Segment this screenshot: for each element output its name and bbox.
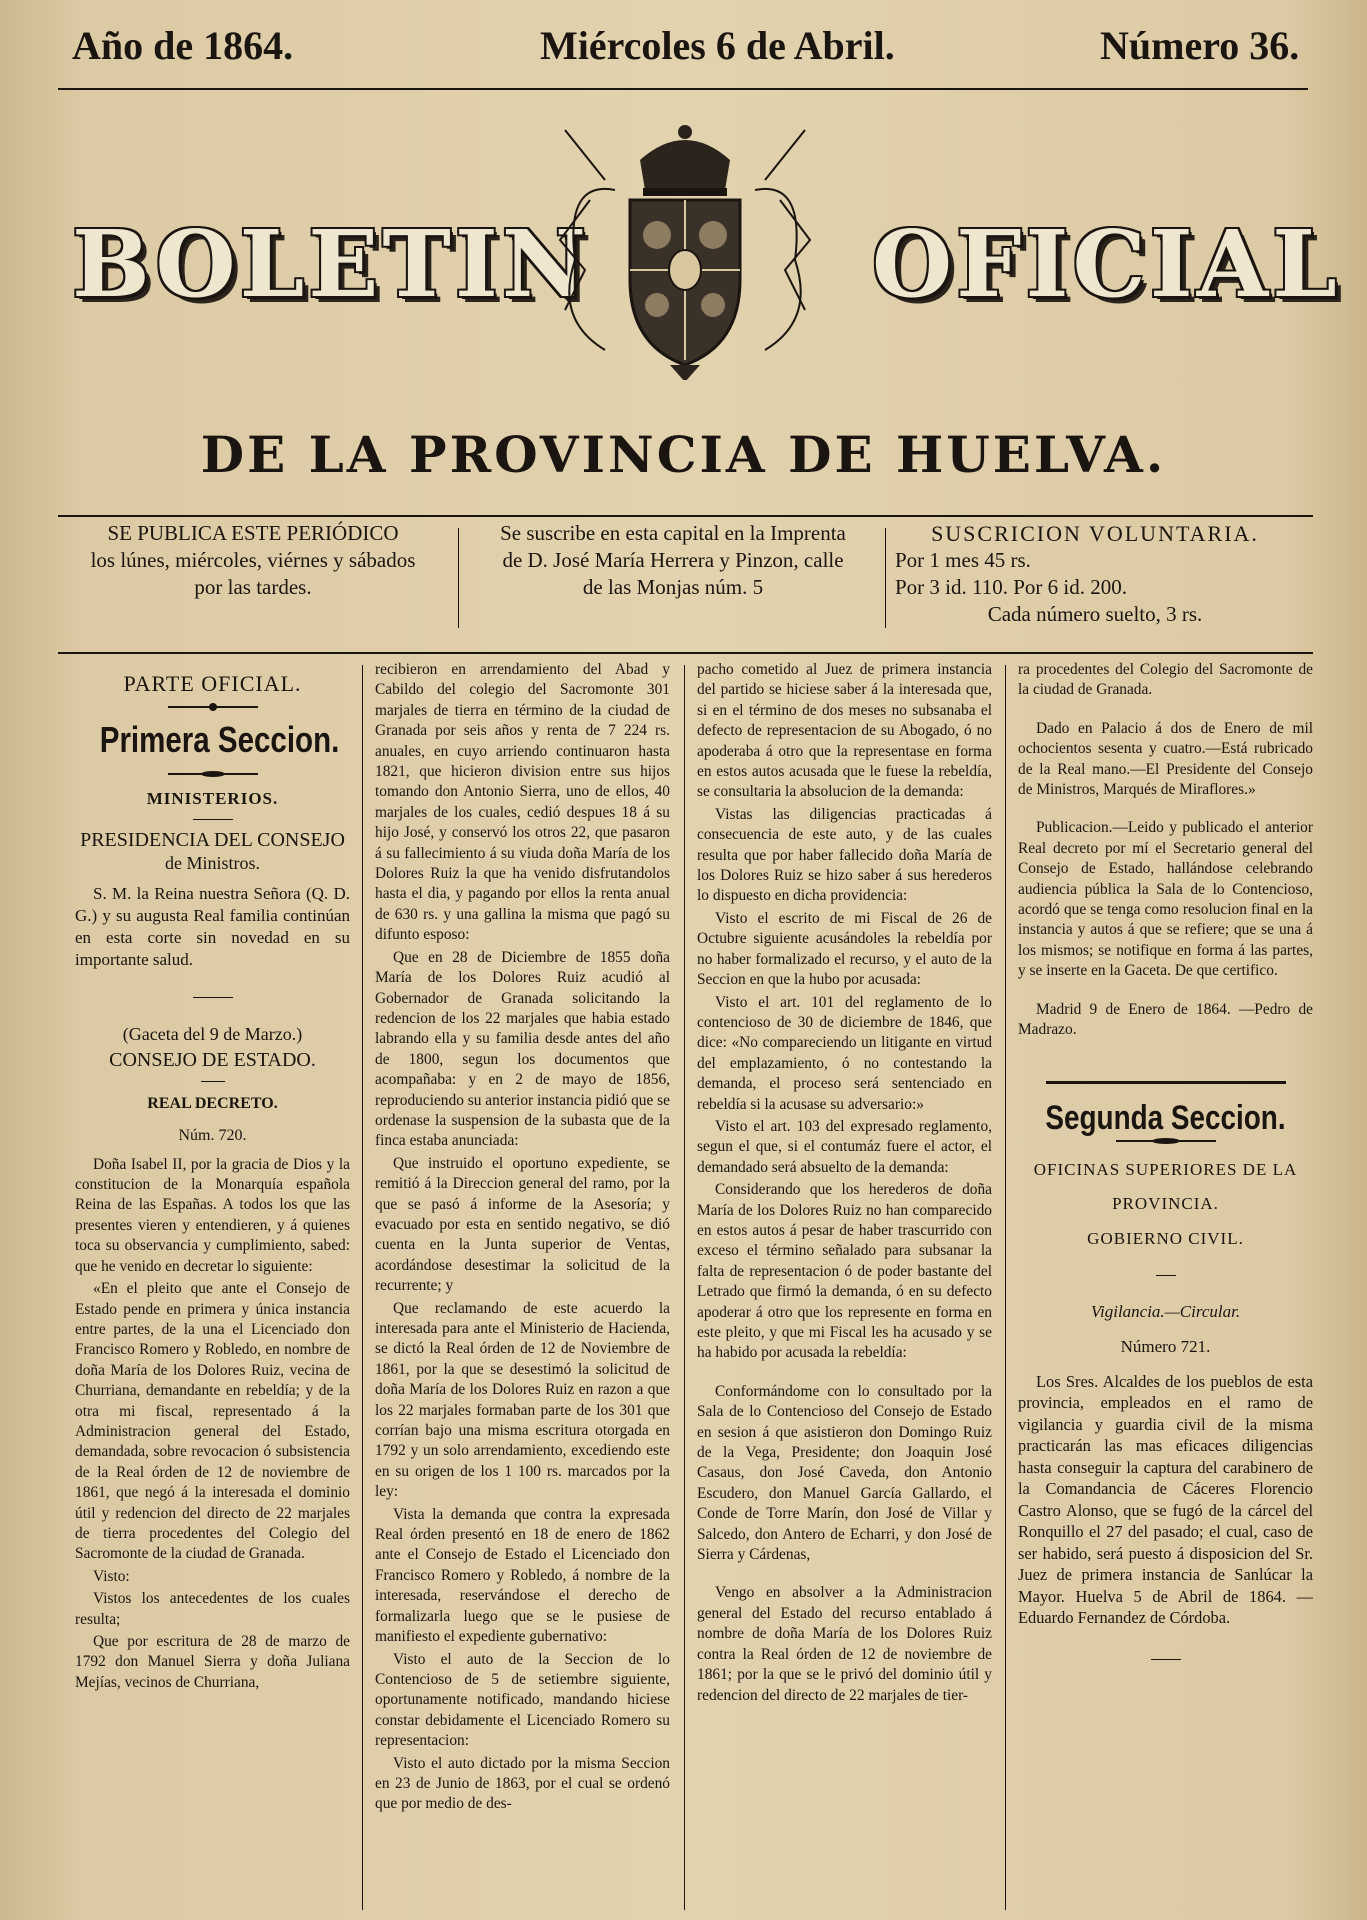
circular-number: Número 721. xyxy=(1120,1336,1211,1356)
subscription-location xyxy=(468,520,878,640)
column-2 xyxy=(375,660,670,1910)
column-3 xyxy=(697,660,992,1910)
section-title-segunda: Segunda Seccion. xyxy=(1045,1098,1286,1137)
publication-line: SE PUBLICA ESTE PERIÓDICO xyxy=(107,521,399,545)
paragraph: Conformándome con lo consultado por la Sala de lo Contencioso del Consejo de Estado en sesion á que asistieron don Domingo Ruiz de la Vega, Presidente; don Joaquin José Casaus, don José Caveda, don Antonio Escudero, don Manuel García Gallardo, el Conde de Torre Marín, don José de Villar y Salcedo, don Antero de Echarri, y don José de Sierra y Cárdenas, xyxy=(697,1382,992,1564)
paragraph: Publicacion.—Leido y publicado el anterior Real decreto por mí el Secretario general del Consejo de Estado, hallándose celebrando audiencia pública la Sala de lo Contencioso, acordó que se tenga como resolucion final en la instancia y autos á que se refiere; que se una á los mismos; se notifique en forma á las partes, y se inserte en la Gaceta. De que certifico. xyxy=(1018,819,1313,980)
subscription-prices xyxy=(895,520,1295,640)
issue-date: Miércoles 6 de Abril. xyxy=(540,23,895,68)
price-line: Cada número suelto, 3 rs. xyxy=(987,602,1203,626)
masthead-subtitle: DE LA PROVINCIA DE HUELVA. xyxy=(200,425,1167,484)
subscription-line: de D. José María Herrera y Pinzon, calle xyxy=(502,548,844,572)
heading-ministerios: MINISTERIOS. xyxy=(146,788,279,808)
heading-gobierno: GOBIERNO CIVIL. xyxy=(1087,1228,1244,1248)
paragraph: pacho cometido al Juez de primera instancia del partido se hiciese saber á la interesada que, si en el término de dos meses no subsanaba el defecto de representacion de su Abogado, ó no apoderaba á otro que la representase en forma en estos autos acusada que le fuese la rebeldía, se consultaria la absolucion de la demanda: xyxy=(697,661,992,801)
circular-heading: Vigilancia.—Circular. xyxy=(1090,1302,1241,1322)
section-title-primera: Primera Seccion. xyxy=(99,719,340,761)
paragraph: Vistas las diligencias practicadas á consecuencia de este auto, y de las cuales resulta que por haber fallecido doña María de los Dolores Ruiz se hizo saber á sus herederos lo dispuesto en dicha providencia: xyxy=(697,805,992,905)
paragraph: Visto el escrito de mi Fiscal de 26 de Octubre siguiente acusándoles la rebeldía por no haber formalizado el recurso, y el auto de la Seccion en que la hubo por acusada: xyxy=(697,909,992,989)
heading-presidencia: PRESIDENCIA DEL CONSEJO xyxy=(80,829,345,852)
paragraph: Visto el auto dictado por la misma Seccion en 23 de Junio de 1863, por el cual se ordenó que por medio de des- xyxy=(375,1754,670,1813)
subscription-line: de las Monjas núm. 5 xyxy=(582,575,764,599)
header-rule xyxy=(58,88,1308,90)
paragraph: Que en 28 de Diciembre de 1855 doña María de los Dolores Ruiz acudió al Gobernador de Granada solicitando la redencion de los 22 marjales que habia estado labrando ella y su familia desde antes del año de 1800, segun los documentos que acompañaba: y en 2 de mayo de 1856, reproduciendo su anterior instancia pidió que se ordenase la suspension de la subasta que de la finca estaba anunciada: xyxy=(375,948,670,1150)
paragraph: «En el pleito que ante el Consejo de Estado pende en primera y única instancia entre partes, de la una el Licenciado don Francisco Romero y Robledo, en nombre de doña María de los Dolores Ruiz, vecina de Churriana, demandante en rebeldía; y de la otra mi fiscal, representado á la Administracion general del Estado, demandada, sobre revocacion ó subsistencia de la Real órden de 12 de noviembre de 1861, que negó á la interesada el dominio útil y redencion del directo de 22 marjales de tierra procedentes del Colegio del Sacromonte de la ciudad de Granada. xyxy=(75,1280,350,1563)
issue-year: Año de 1864. xyxy=(72,23,294,68)
column-divider xyxy=(362,665,363,1910)
heading-provincia: PROVINCIA. xyxy=(1112,1194,1219,1214)
paragraph: Visto el auto de la Seccion de lo Contencioso de 5 de setiembre siguiente, oportunamente notificado, mandando hiciese constar debidamente el Licenciado Romero su representacion: xyxy=(375,1650,670,1750)
short-rule xyxy=(193,819,233,820)
heading-ministros: de Ministros. xyxy=(164,852,260,873)
source-note: (Gaceta del 9 de Marzo.) xyxy=(122,1024,303,1045)
paragraph: Visto: xyxy=(93,1567,130,1585)
publication-schedule xyxy=(58,520,448,640)
paragraph: Considerando que los herederos de doña María de los Dolores Ruiz no han comparecido en estos autos á pesar de haber trascurrido con exceso el término señalado para subsanar la falta de representacion ó de poder bastante del Letrado que firmó la demanda, ó en su defecto apoderar á otro que los represente en forma en este pleito, y que mi Fiscal les ha acusado y se ha habido por acusada la rebeldía: xyxy=(697,1181,992,1362)
masthead-word-boletin: BOLETIN xyxy=(72,210,591,318)
paragraph: Visto el art. 101 del reglamento de lo contencioso de 30 de diciembre de 1846, que dice: «No compareciendo un litigante en virtud del emplazamiento, ó no contestando la demanda, el proceso será sentenciado en rebeldía si la acusase su adversario:» xyxy=(697,993,992,1113)
paragraph: S. M. la Reina nuestra Señora (Q. D. G.) y su augusta Real familia continúan en esta corte sin novedad en su importante salud. xyxy=(75,884,350,970)
issue-number: Número 36. xyxy=(1100,23,1300,68)
masthead-word-oficial: OFICIAL xyxy=(872,210,1341,318)
heading-real-decreto: REAL DECRETO. xyxy=(147,1094,278,1112)
short-rule xyxy=(201,1081,225,1082)
paragraph: Visto el art. 103 del expresado reglamento, segun el que, si el contumáz fuere el actor, el demandado será absuelto de la demanda: xyxy=(697,1117,992,1176)
short-rule xyxy=(1151,1659,1181,1660)
ornament-divider-icon xyxy=(168,769,258,779)
column-divider xyxy=(684,665,685,1910)
royal-coat-of-arms-icon xyxy=(545,120,825,380)
short-rule xyxy=(1156,1275,1176,1276)
heading-consejo: CONSEJO DE ESTADO. xyxy=(109,1049,316,1072)
info-divider xyxy=(458,528,459,628)
paragraph: Que por escritura de 28 de marzo de 1792 don Manuel Sierra y doña Juliana Mejías, vecinos de Churriana, xyxy=(75,1633,350,1691)
paragraph: Dado en Palacio á dos de Enero de mil ochocientos sesenta y cuatro.—Está rubricado de la Real mano.—El Presidente del Consejo de Ministros, Marqués de Miraflores.» xyxy=(1018,719,1313,799)
paragraph: Que reclamando de este acuerdo la interesada para ante el Ministerio de Hacienda, se dictó la Real órden de 12 de Noviembre de 1861, por la que se desestimó la solicitud de doña María de los Dolores Ruiz en razon a que los 22 marjales formaban parte de los 301 que corrían bajo una misma escritura otorgada en 1792 y un solo arrendamiento, excediendo este en su origen de los 1 100 rs. marcados por la ley: xyxy=(375,1299,670,1501)
price-line: Por 1 mes 45 rs. xyxy=(895,548,1031,572)
paragraph: Vengo en absolver a la Administracion general del Estado del recurso entablado á nombre de doña María de los Dolores Ruiz contra la Real órden de 12 de noviembre de 1861; por la que se le privó del dominio útil y redencion del directo de 22 marjales de tier- xyxy=(697,1584,992,1704)
signature-line: Madrid 9 de Enero de 1864. —Pedro de Madrazo. xyxy=(1018,1000,1313,1039)
info-bottom-rule xyxy=(58,652,1313,654)
info-top-rule xyxy=(58,515,1313,517)
section-rule xyxy=(1046,1081,1286,1084)
paragraph: Los Sres. Alcaldes de los pueblos de esta provincia, empleados en el ramo de vigilancia y guardia civil de la misma practicarán las mas eficaces diligencias hasta conseguir la captura del carabinero de la Comandancia de Cáceres Florencio Castro Alonso, que se fugó de la cárcel del Ronquillo el 27 del pasado; el cual, caso de ser habido, será puesto á disposicion del Sr. Juez de primera instancia de Sanlúcar la Mayor. Huelva 5 de Abril de 1864. —Eduardo Fernandez de Córdoba. xyxy=(1018,1371,1313,1628)
paragraph: Doña Isabel II, por la gracia de Dios y la constitucion de la Monarquía española Reina de las Españas. A todos los que las presentes vieren y entendieren, y á quienes toca su observancia y cumplimiento, sabed: que he venido en decretar lo siguiente: xyxy=(75,1155,350,1275)
info-divider xyxy=(885,528,886,628)
subscription-title: SUSCRICION VOLUNTARIA. xyxy=(931,521,1259,546)
paragraph: Que instruido el oportuno expediente, se remitió á la Direccion general del ramo, por la que se pasó á informe de la Asesoría; y evacuado por esta en sentido negativo, se dió cuenta en la Junta superior de Ventas, acordándose desestimar la solicitud de la recurrente; y xyxy=(375,1154,670,1295)
issue-header xyxy=(60,18,1310,88)
column-divider xyxy=(1005,665,1006,1910)
short-rule xyxy=(193,997,233,998)
paragraph: recibieron en arrendamiento del Abad y Cabildo del colegio del Sacromonte 301 marjales de tierra en término de la ciudad de Granada por seis años y renta de 7 224 rs. anuales, en cuyo arriendo continuaron hasta 1821, que hicieron division entre sus hijos tomando don Antonio Sierra, uno de ellos, 40 marjales de los cuales, cedió despues 18 á su hijo José, y conservó los otros 22, que pasaron á su fallecimiento á su viuda doña María de los Dolores Ruiz la que ha venido disfrutandolos hasta el dia, y pagando por ellos la renta anual de 630 rs. y una gallina la misma que pagó su difunto esposo: xyxy=(375,661,670,944)
column-1 xyxy=(75,660,350,1910)
decree-number: Núm. 720. xyxy=(178,1127,247,1145)
ornament-divider-icon xyxy=(1116,1136,1216,1146)
publication-line: por las tardes. xyxy=(194,575,312,599)
publication-line: los lúnes, miércoles, viérnes y sábados xyxy=(90,548,416,572)
subscription-line: Se suscribe en esta capital en la Imprenta xyxy=(500,521,846,545)
ornament-divider-icon xyxy=(168,702,258,712)
paragraph: ra procedentes del Colegio del Sacromonte de la ciudad de Granada. xyxy=(1018,661,1313,699)
column-4 xyxy=(1018,660,1313,1910)
price-line: Por 3 id. 110. Por 6 id. 200. xyxy=(895,575,1127,599)
section-heading-parte-oficial: PARTE OFICIAL. xyxy=(123,671,302,696)
paragraph: Vistos los antecedentes de los cuales resulta; xyxy=(75,1590,350,1628)
heading-oficinas: OFICINAS SUPERIORES DE LA xyxy=(1033,1159,1298,1179)
paragraph: Vista la demanda que contra la expresada Real órden presentó en 18 de enero de 1862 ante el Consejo de Estado el Licenciado don Francisco Romero y Robledo, á nombre de la interesada, reservándose el derecho de formalizarla luego que se le pusiese de manifiesto el expediente gubernativo: xyxy=(375,1505,670,1646)
